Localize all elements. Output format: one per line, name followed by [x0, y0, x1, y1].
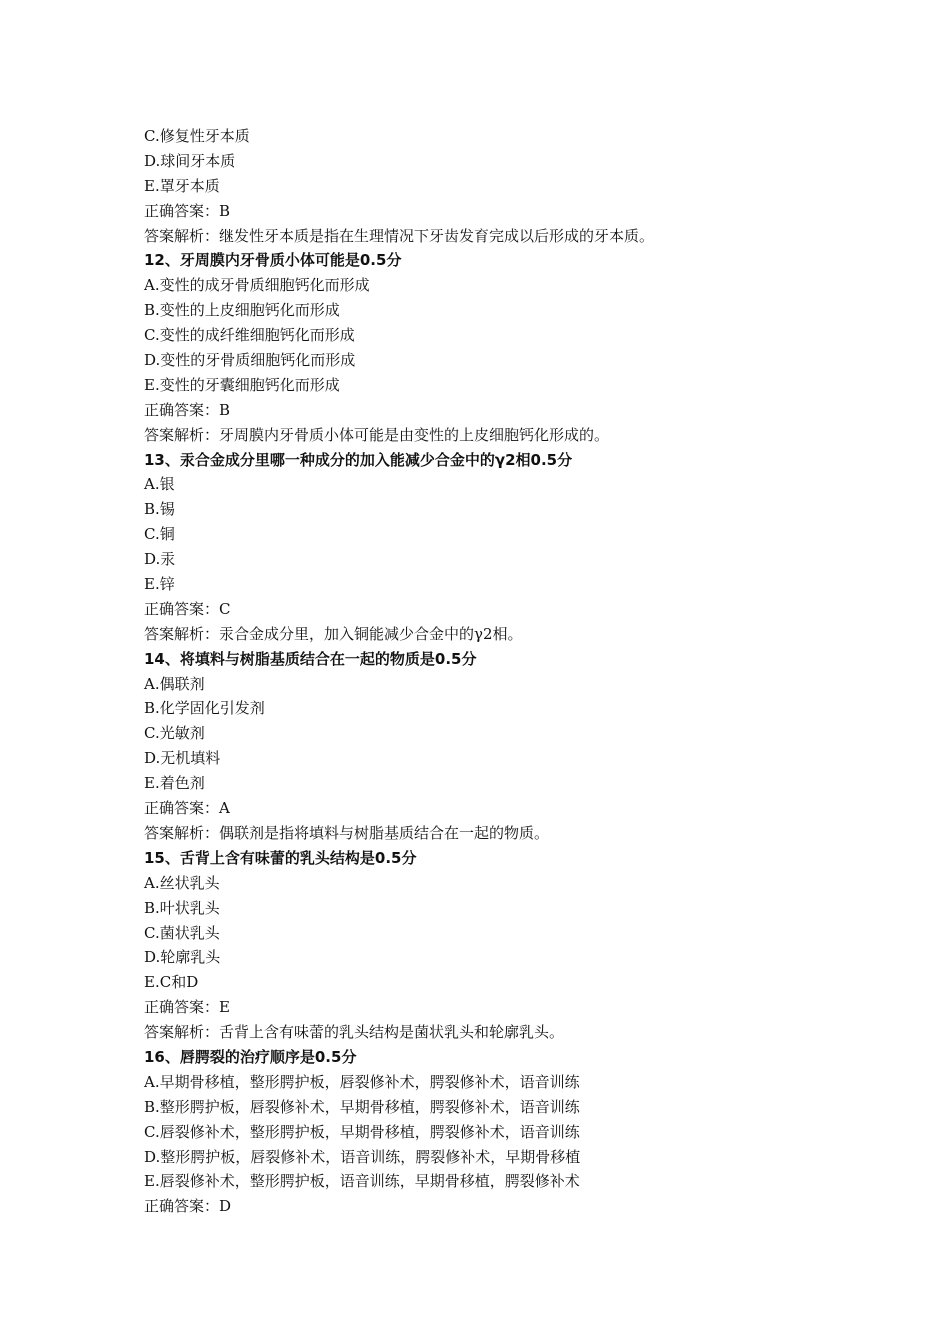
answer-option: A.丝状乳头 [144, 873, 220, 892]
correct-answer: 正确答案：C [144, 599, 231, 618]
question-title: 15、舌背上含有味蕾的乳头结构是0.5分 [144, 848, 417, 867]
answer-option: E.唇裂修补术，整形腭护板，语音训练，早期骨移植，腭裂修补术 [144, 1172, 580, 1191]
answer-explanation: 答案解析：牙周膜内牙骨质小体可能是由变性的上皮细胞钙化形成的。 [144, 425, 610, 444]
answer-option: C.菌状乳头 [144, 923, 220, 942]
answer-option: C.变性的成纤维细胞钙化而形成 [144, 326, 355, 345]
answer-option: A.银 [144, 475, 175, 494]
correct-answer: 正确答案：D [144, 1197, 232, 1216]
answer-option: C.铜 [144, 525, 175, 544]
answer-option: C.唇裂修补术，整形腭护板，早期骨移植，腭裂修补术，语音训练 [144, 1122, 580, 1141]
answer-explanation: 答案解析：汞合金成分里，加入铜能减少合金中的γ2相。 [144, 624, 523, 643]
answer-option: C.光敏剂 [144, 724, 205, 743]
answer-option: D.整形腭护板，唇裂修补术，语音训练，腭裂修补术，早期骨移植 [144, 1147, 581, 1166]
question-title: 13、汞合金成分里哪一种成分的加入能减少合金中的γ2相0.5分 [144, 450, 573, 469]
answer-option: E.着色剂 [144, 774, 205, 793]
answer-explanation: 答案解析：舌背上含有味蕾的乳头结构是菌状乳头和轮廓乳头。 [144, 1023, 565, 1042]
answer-option: D.汞 [144, 550, 176, 569]
answer-option: D.无机填料 [144, 749, 221, 768]
correct-answer: 正确答案：A [144, 799, 230, 818]
correct-answer: 正确答案：E [144, 998, 230, 1017]
answer-option: E.C和D [144, 973, 199, 992]
answer-option: E.锌 [144, 575, 175, 594]
correct-answer: 正确答案：B [144, 201, 231, 220]
answer-option: D.变性的牙骨质细胞钙化而形成 [144, 351, 356, 370]
answer-option: E.罩牙本质 [144, 176, 220, 195]
answer-option: A.早期骨移植，整形腭护板，唇裂修补术，腭裂修补术，语音训练 [144, 1072, 580, 1091]
question-title: 12、牙周膜内牙骨质小体可能是0.5分 [144, 251, 402, 270]
answer-option: B.变性的上皮细胞钙化而形成 [144, 301, 340, 320]
answer-option: B.叶状乳头 [144, 898, 220, 917]
answer-option: B.化学固化引发剂 [144, 699, 265, 718]
question-title: 16、唇腭裂的治疗顺序是0.5分 [144, 1047, 357, 1066]
answer-option: E.变性的牙囊细胞钙化而形成 [144, 375, 340, 394]
answer-option: D.轮廓乳头 [144, 948, 221, 967]
answer-explanation: 答案解析：继发性牙本质是指在生理情况下牙齿发育完成以后形成的牙本质。 [144, 226, 655, 245]
answer-option: B.锡 [144, 500, 175, 519]
correct-answer: 正确答案：B [144, 400, 231, 419]
answer-option: A.变性的成牙骨质细胞钙化而形成 [144, 276, 370, 295]
answer-option: B.整形腭护板，唇裂修补术，早期骨移植，腭裂修补术，语音训练 [144, 1097, 580, 1116]
answer-explanation: 答案解析：偶联剂是指将填料与树脂基质结合在一起的物质。 [144, 823, 550, 842]
answer-option: C.修复性牙本质 [144, 127, 250, 145]
answer-option: D.球间牙本质 [144, 151, 236, 170]
answer-option: A.偶联剂 [144, 674, 205, 693]
document-body [144, 124, 864, 1219]
question-title: 14、将填料与树脂基质结合在一起的物质是0.5分 [144, 649, 477, 668]
